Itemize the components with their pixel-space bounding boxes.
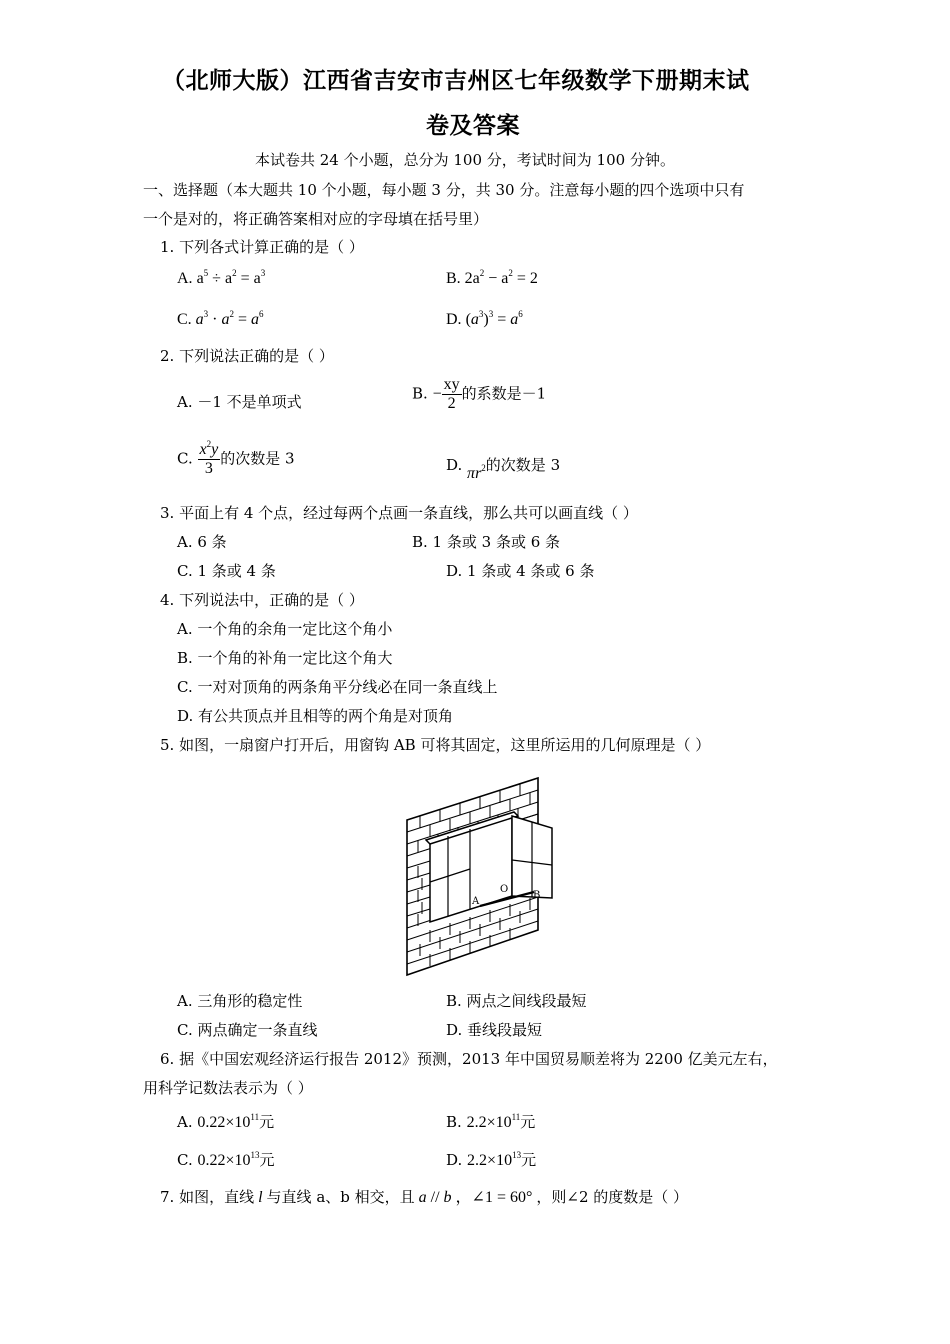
q2-option-c-label: C. — [177, 449, 193, 468]
q7-stem-post: ，则∠2 的度数是（ ） — [536, 1188, 689, 1206]
label-a: A — [472, 896, 480, 907]
q3-option-d: D. 1 条或 4 条或 6 条 — [446, 562, 595, 580]
q2-b-numerator: xy — [443, 376, 460, 393]
question-4-stem: 4. 下列说法中，正确的是（ ） — [160, 591, 364, 609]
q2-option-b: B. − $\frac{xy}{2}$ 的系数是－1 — [412, 376, 547, 412]
q2-option-b-label: B. — [412, 384, 428, 403]
q2-option-d-text: 的次数是 3 — [485, 456, 561, 474]
q6-option-b-label: B. — [446, 1113, 462, 1131]
q4-option-d: D. 有公共顶点并且相等的两个角是对顶角 — [177, 707, 454, 725]
q6-option-c — [177, 1150, 275, 1171]
q6-option-c-label: C. — [177, 1151, 193, 1169]
section-heading-line2: 一个是对的，将正确答案相对应的字母填在括号里） — [143, 210, 489, 228]
q7-stem-mid: 与直线 a、b 相交，且 — [266, 1188, 415, 1206]
q1-option-c-label: C. — [177, 311, 192, 328]
q1-option-c-formula: $a^3 \cdot a^2 = a^6$ — [195, 309, 264, 328]
q6-option-a-formula: $0.22\times 10^{11}$ — [197, 1112, 260, 1131]
q6-option-b-unit: 元 — [520, 1113, 536, 1131]
q6-option-d-formula: $2.2\times 10^{13}$ — [467, 1150, 522, 1169]
q4-option-b: B. 一个角的补角一定比这个角大 — [177, 649, 393, 667]
q1-option-a — [177, 269, 265, 289]
question-2-stem: 2. 下列说法正确的是（ ） — [160, 347, 334, 365]
q2-option-d-formula: $\pi r^2$ — [467, 463, 486, 482]
question-3-stem: 3. 平面上有 4 个点，经过每两个点画一条直线，那么共可以画直线（ ） — [160, 504, 638, 522]
q3-option-c: C. 1 条或 4 条 — [177, 562, 276, 580]
question-6-stem-line2: 用科学记数法表示为（ ） — [143, 1079, 313, 1097]
q6-option-c-formula: $0.22\times 10^{13}$ — [197, 1150, 260, 1169]
page-title-line2: 卷及答案 — [426, 113, 520, 139]
q2-c-denominator: 3 — [204, 460, 213, 477]
q6-option-d — [446, 1150, 536, 1171]
label-b: B — [533, 890, 541, 901]
q5-option-a: A. 三角形的稳定性 — [177, 992, 303, 1010]
q1-option-b — [446, 269, 538, 289]
label-o: O — [500, 884, 509, 895]
window-figure — [400, 770, 560, 980]
q2-option-a: A. －1 不是单项式 — [177, 393, 302, 411]
q1-option-b-formula: $2a^2 - a^2 = 2$ — [464, 268, 538, 287]
q2-option-c-text: 的次数是 3 — [220, 449, 295, 468]
q2-option-b-text: 的系数是－1 — [461, 384, 547, 403]
q3-option-b: B. 1 条或 3 条或 6 条 — [412, 533, 561, 551]
question-7-stem — [160, 1187, 688, 1208]
q2-option-b-fraction — [442, 376, 462, 413]
q1-option-c — [177, 310, 264, 330]
q6-option-c-unit: 元 — [259, 1151, 275, 1169]
q6-option-a — [177, 1112, 274, 1133]
q2-option-c — [177, 441, 295, 478]
question-1-stem: 1. 下列各式计算正确的是（ ） — [160, 238, 364, 256]
q2-option-c-fraction: $\frac{x^2y}{3}$ — [199, 439, 219, 477]
q6-option-d-unit: 元 — [521, 1151, 537, 1169]
q5-option-b: B. 两点之间线段最短 — [446, 992, 587, 1010]
q2-option-d-label: D. — [446, 456, 463, 474]
q7-line-l: l — [258, 1189, 263, 1206]
question-6-stem-line1: 6. 据《中国宏观经济运行报告 2012》预测，2013 年中国贸易顺差将为 2200 亿美元左右， — [160, 1050, 778, 1068]
q1-option-d — [446, 310, 523, 330]
q7-stem-pre: 7. 如图，直线 — [160, 1188, 255, 1206]
q6-option-a-label: A. — [177, 1113, 193, 1131]
q1-option-a-label: A. — [177, 270, 193, 287]
q3-option-a: A. 6 条 — [177, 533, 227, 551]
q6-option-d-label: D. — [446, 1151, 463, 1169]
q1-option-d-formula: $(a^3)^3 = a^6$ — [465, 309, 523, 328]
q4-option-c: C. 一对对顶角的两条角平分线必在同一条直线上 — [177, 678, 498, 696]
q6-option-a-unit: 元 — [259, 1113, 275, 1131]
q7-condition: a // b ，∠1 = 60° — [418, 1189, 537, 1206]
q2-option-d — [446, 455, 561, 482]
page-title-line1: （北师大版）江西省吉安市吉州区七年级数学下册期末试 — [162, 68, 750, 94]
exam-intro: 本试卷共 24 个小题，总分为 100 分，考试时间为 100 分钟。 — [255, 151, 675, 169]
q1-option-b-label: B. — [446, 270, 461, 287]
q2-b-denominator: 2 — [447, 395, 456, 412]
q1-option-a-formula: $a^5 \div a^2 = a^3$ — [196, 268, 266, 287]
section-heading-line1: 一、选择题（本大题共 10 个小题，每小题 3 分，共 30 分。注意每小题的四个选项中只有 — [143, 181, 745, 199]
q1-option-d-label: D. — [446, 311, 462, 328]
q5-option-d: D. 垂线段最短 — [446, 1021, 543, 1039]
question-5-stem: 5. 如图，一扇窗户打开后，用窗钩 AB 可将其固定，这里所运用的几何原理是（ ） — [160, 736, 711, 754]
q4-option-a: A. 一个角的余角一定比这个角小 — [177, 620, 393, 638]
q6-option-b-formula: $2.2\times 10^{11}$ — [466, 1112, 521, 1131]
q6-option-b — [446, 1112, 535, 1133]
q5-option-c: C. 两点确定一条直线 — [177, 1021, 318, 1039]
